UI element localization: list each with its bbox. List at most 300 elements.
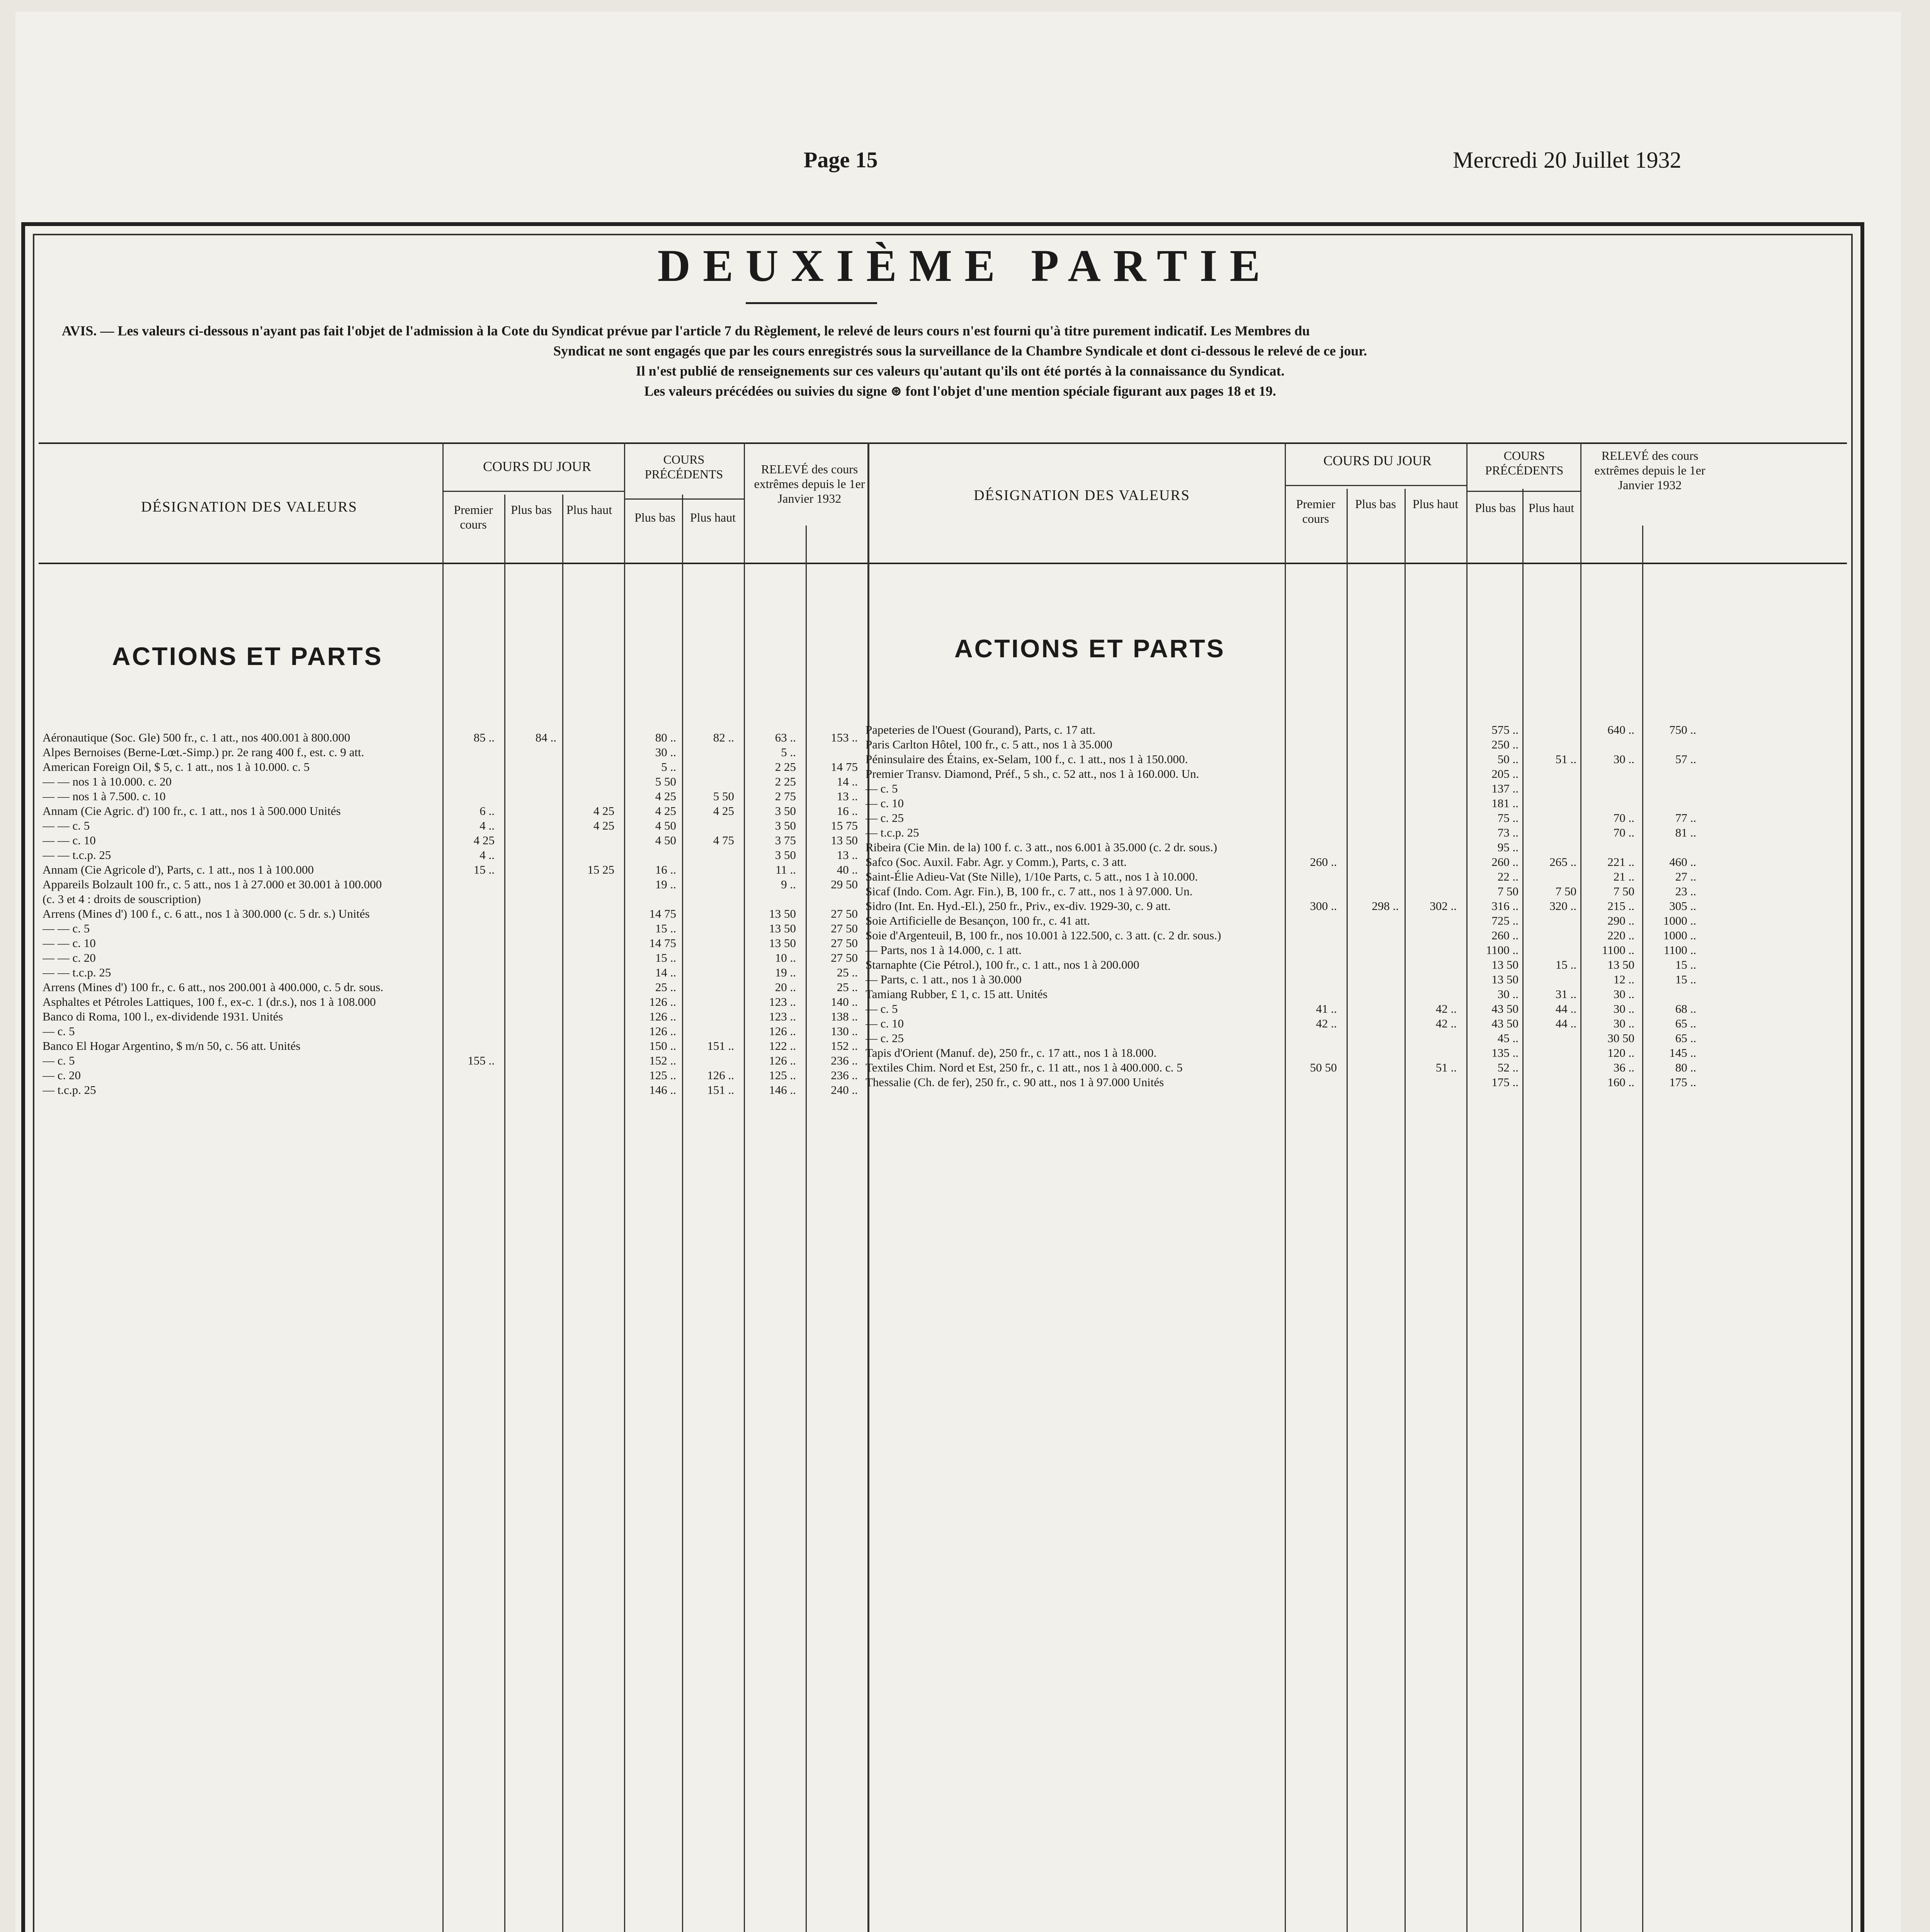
security-name: — c. 10 — [866, 796, 904, 810]
price-cell-rh: 16 .. — [837, 804, 858, 818]
security-name: Saint-Élie Adieu-Vat (Ste Nille), 1/10e Parts, c. 5 att., nos 1 à 10.000. — [866, 870, 1198, 883]
price-cell-h: 4 25 — [713, 804, 734, 818]
price-cell-rh: 152 .. — [831, 1039, 858, 1053]
table-row — [866, 1075, 1851, 1090]
price-cell-rh: 14 .. — [837, 775, 858, 788]
center-rule — [867, 442, 869, 1932]
price-cell-b: 1100 .. — [1486, 943, 1518, 957]
price-cell-rb: 11 .. — [775, 863, 796, 876]
price-cell-rb: 120 .. — [1607, 1046, 1634, 1060]
security-name: — Parts, nos 1 à 14.000, c. 1 att. — [866, 943, 1022, 957]
price-cell-rb: 2 75 — [775, 789, 796, 803]
price-cell-rh: 65 .. — [1675, 1017, 1696, 1030]
price-cell-b: 14 .. — [655, 966, 676, 979]
avis-line-2: Syndicat ne sont engagés que par les cours enregistrés sous la surveillance de la Chambre Syndicale et dont ci-dessous le relevé de ce jour. — [553, 343, 1367, 359]
table-row — [866, 723, 1851, 737]
col-rule — [682, 495, 683, 1932]
price-cell-h: 44 .. — [1555, 1017, 1576, 1030]
price-cell-rb: 290 .. — [1607, 914, 1634, 927]
price-cell-rh: 15 .. — [1675, 973, 1696, 986]
security-name: Banco di Roma, 100 l., ex-dividende 1931. Unités — [43, 1010, 283, 1023]
security-name: Safco (Soc. Auxil. Fabr. Agr. y Comm.), Parts, c. 3 att. — [866, 855, 1127, 869]
price-cell-rb: 220 .. — [1607, 929, 1634, 942]
price-cell-h: 265 .. — [1549, 855, 1576, 869]
table-row — [866, 913, 1851, 928]
security-name: — c. 5 — [43, 1054, 75, 1067]
security-name: Sicaf (Indo. Com. Agr. Fin.), B, 100 fr., c. 7 att., nos 1 à 97.000. Un. — [866, 884, 1193, 898]
price-cell-ph: 51 .. — [1435, 1061, 1457, 1074]
price-cell-rb: 5 .. — [781, 745, 796, 759]
price-cell-rh: 13 50 — [831, 833, 858, 847]
price-cell-b: 52 .. — [1497, 1061, 1518, 1074]
price-cell-rb: 3 75 — [775, 833, 796, 847]
price-cell-rh: 236 .. — [831, 1068, 858, 1082]
price-cell-ph: 42 .. — [1435, 1002, 1457, 1015]
table-row — [43, 804, 885, 818]
table-row — [43, 818, 885, 833]
security-name: Sidro (Int. En. Hyd.-El.), 250 fr., Priv., ex-div. 1929-30, c. 9 att. — [866, 899, 1171, 913]
price-cell-rh: 14 75 — [831, 760, 858, 774]
price-cell-rh: 13 .. — [837, 848, 858, 862]
table-row — [43, 760, 885, 774]
security-name: — Parts, c. 1 att., nos 1 à 30.000 — [866, 973, 1022, 986]
price-cell-b: 43 50 — [1491, 1002, 1518, 1015]
left-prec-bas-header: Plus bas — [634, 510, 675, 524]
table-row — [866, 1016, 1851, 1031]
col-rule — [442, 442, 444, 1932]
price-cell-pc: 260 .. — [1310, 855, 1337, 869]
table-row — [43, 1024, 885, 1039]
price-cell-rb: 30 50 — [1607, 1031, 1634, 1045]
security-name: Paris Carlton Hôtel, 100 fr., c. 5 att., nos 1 à 35.000 — [866, 738, 1112, 751]
security-name: Tamiang Rubber, £ 1, c. 15 att. Unités — [866, 987, 1047, 1001]
left-cours-precedents-header: COURS PRÉCÉDENTS — [644, 452, 723, 481]
price-cell-b: 205 .. — [1491, 767, 1518, 781]
price-cell-rb: 70 .. — [1613, 826, 1634, 839]
right-prec-haut-header: Plus haut — [1528, 501, 1575, 515]
price-cell-rh: 460 .. — [1669, 855, 1696, 869]
page-number: Page 15 — [804, 147, 878, 172]
price-cell-rb: 146 .. — [769, 1083, 796, 1097]
price-cell-rb: 126 .. — [769, 1054, 796, 1067]
security-name: Soie Artificielle de Besançon, 100 fr., c. 41 att. — [866, 914, 1090, 927]
right-section-title: ACTIONS ET PARTS — [954, 634, 1225, 663]
security-name: Premier Transv. Diamond, Préf., 5 sh., c. 52 att., nos 1 à 160.000. Un. — [866, 767, 1199, 781]
table-row — [43, 1039, 885, 1053]
price-cell-b: 30 .. — [655, 745, 676, 759]
price-cell-rb: 70 .. — [1613, 811, 1634, 825]
price-cell-rb: 640 .. — [1607, 723, 1634, 736]
security-name: Textiles Chim. Nord et Est, 250 fr., c. 11 att., nos 1 à 400.000. c. 5 — [866, 1061, 1183, 1074]
price-cell-rh: 23 .. — [1675, 884, 1696, 898]
page-date: Mercredi 20 Juillet 1932 — [1453, 147, 1682, 173]
right-plus-haut-header: Plus haut — [1412, 497, 1459, 511]
price-cell-b: 250 .. — [1491, 738, 1518, 751]
price-cell-rb: 21 .. — [1613, 870, 1634, 883]
price-cell-h: 44 .. — [1555, 1002, 1576, 1015]
security-name: — t.c.p. 25 — [866, 826, 919, 839]
table-row — [866, 1046, 1851, 1060]
price-cell-b: 4 50 — [655, 833, 676, 847]
price-cell-b: 126 .. — [649, 1010, 676, 1023]
price-cell-b: 25 .. — [655, 980, 676, 994]
security-name: — c. 25 — [866, 811, 904, 825]
price-cell-b: 16 .. — [655, 863, 676, 876]
left-section-title: ACTIONS ET PARTS — [112, 642, 383, 670]
price-cell-rh: 57 .. — [1675, 752, 1696, 766]
price-cell-pc: 42 .. — [1316, 1017, 1337, 1030]
table-row — [43, 980, 885, 995]
price-cell-rb: 2 25 — [775, 775, 796, 788]
table-row — [43, 877, 885, 892]
price-cell-b: 14 75 — [649, 936, 676, 950]
security-name: Aéronautique (Soc. Gle) 500 fr., c. 1 att., nos 400.001 à 800.000 — [43, 731, 350, 744]
price-cell-h: 126 .. — [707, 1068, 734, 1082]
left-releve-header: RELEVÉ des cours extrêmes depuis le 1er Janvier 1932 — [754, 462, 865, 505]
left-plus-bas-header: Plus bas — [511, 503, 552, 517]
price-cell-h: 31 .. — [1555, 987, 1576, 1001]
security-name: — c. 25 — [866, 1031, 904, 1045]
price-cell-b: 14 75 — [649, 907, 676, 920]
security-name: Soie d'Argenteuil, B, 100 fr., nos 10.001 à 122.500, c. 3 att. (c. 2 dr. sous.) — [866, 929, 1221, 942]
price-cell-b: 13 50 — [1491, 973, 1518, 986]
table-row — [43, 965, 885, 980]
col-rule — [624, 442, 625, 1932]
table-row — [866, 1060, 1851, 1075]
security-name: Annam (Cie Agricole d'), Parts, c. 1 att., nos 1 à 100.000 — [43, 863, 314, 876]
price-cell-b: 725 .. — [1491, 914, 1518, 927]
table-row — [43, 1083, 885, 1097]
price-cell-rb: 30 .. — [1613, 1017, 1634, 1030]
left-cours-du-jour-header: COURS DU JOUR — [483, 459, 592, 474]
price-cell-rh: 1000 .. — [1663, 914, 1696, 927]
table-row — [866, 811, 1851, 825]
security-name: — t.c.p. 25 — [43, 1083, 96, 1097]
price-cell-rh: 140 .. — [831, 995, 858, 1009]
price-cell-rh: 15 75 — [831, 819, 858, 832]
price-cell-rh: 153 .. — [831, 731, 858, 744]
avis-notice — [62, 321, 1859, 401]
price-cell-h: 151 .. — [707, 1083, 734, 1097]
table-row — [866, 928, 1851, 943]
price-cell-rb: 13 50 — [769, 936, 796, 950]
security-name: Arrens (Mines d') 100 fr., c. 6 att., nos 200.001 à 400.000, c. 5 dr. sous. — [43, 980, 384, 994]
subhead-rule — [1285, 485, 1466, 486]
right-cours-du-jour-header: COURS DU JOUR — [1323, 453, 1432, 468]
price-cell-pc: 4 25 — [473, 833, 495, 847]
security-name: Annam (Cie Agric. d') 100 fr., c. 1 att., nos 1 à 500.000 Unités — [43, 804, 341, 818]
price-cell-b: 125 .. — [649, 1068, 676, 1082]
price-cell-ph: 302 .. — [1430, 899, 1457, 913]
table-row — [866, 987, 1851, 1002]
table-row — [866, 767, 1851, 781]
price-cell-ph: 4 25 — [593, 819, 614, 832]
table-row — [43, 833, 885, 848]
col-rule — [1522, 489, 1524, 1932]
price-cell-rh: 25 .. — [837, 966, 858, 979]
right-prec-bas-header: Plus bas — [1475, 501, 1516, 515]
part-title: DEUXIÈME PARTIE — [657, 240, 1273, 291]
price-cell-pb: 298 .. — [1372, 899, 1399, 913]
security-name: Starnaphte (Cie Pétrol.), 100 fr., c. 1 att., nos 1 à 200.000 — [866, 958, 1139, 971]
price-cell-rb: 9 .. — [781, 878, 796, 891]
security-name: — — nos 1 à 10.000. c. 20 — [43, 775, 172, 788]
price-cell-ph: 42 .. — [1435, 1017, 1457, 1030]
price-cell-rb: 63 .. — [775, 731, 796, 744]
price-cell-rh: 305 .. — [1669, 899, 1696, 913]
price-cell-rb: 1100 .. — [1602, 943, 1634, 957]
price-cell-rb: 125 .. — [769, 1068, 796, 1082]
subhead-rule — [624, 498, 744, 500]
col-rule — [504, 495, 505, 1932]
table-row — [866, 752, 1851, 767]
security-name: — — c. 20 — [43, 951, 96, 964]
price-cell-b: 80 .. — [655, 731, 676, 744]
price-cell-rb: 3 50 — [775, 848, 796, 862]
price-cell-b: 7 50 — [1497, 884, 1518, 898]
security-name: Ribeira (Cie Min. de la) 100 f. c. 3 att., nos 6.001 à 35.000 (c. 2 dr. sous.) — [866, 840, 1218, 854]
table-row — [866, 957, 1851, 972]
price-cell-rh: 138 .. — [831, 1010, 858, 1023]
security-name: Asphaltes et Pétroles Lattiques, 100 f., ex-c. 1 (dr.s.), nos 1 à 108.000 — [43, 995, 376, 1009]
price-cell-b: 575 .. — [1491, 723, 1518, 736]
price-cell-rh: 29 50 — [831, 878, 858, 891]
table-row — [43, 1009, 885, 1024]
avis-line-4: Les valeurs précédées ou suivies du signe ⊛ font l'objet d'une mention spéciale figurant aux pages 18 et 19. — [644, 383, 1276, 399]
table-row — [43, 745, 885, 760]
price-cell-b: 4 25 — [655, 789, 676, 803]
table-row — [866, 796, 1851, 811]
avis-line-3: Il n'est publié de renseignements sur ces valeurs qu'autant qu'ils ont été portés à la connaissance du Syndicat. — [636, 363, 1285, 379]
price-cell-rb: 13 50 — [769, 922, 796, 935]
col-rule — [1347, 489, 1348, 1932]
price-cell-b: 126 .. — [649, 1024, 676, 1038]
security-name: — — c. 5 — [43, 819, 90, 832]
security-name: — c. 5 — [866, 1002, 898, 1015]
price-cell-rh: 240 .. — [831, 1083, 858, 1097]
price-cell-rh: 1100 .. — [1663, 943, 1696, 957]
price-cell-pc: 4 .. — [480, 819, 495, 832]
price-cell-b: 19 .. — [655, 878, 676, 891]
security-name: Arrens (Mines d') 100 f., c. 6 att., nos 1 à 300.000 (c. 5 dr. s.) Unités — [43, 907, 370, 920]
price-cell-b: 137 .. — [1491, 782, 1518, 795]
security-name: Thessalie (Ch. de fer), 250 fr., c. 90 att., nos 1 à 97.000 Unités — [866, 1075, 1164, 1089]
table-row — [43, 1068, 885, 1083]
price-cell-rb: 12 .. — [1613, 973, 1634, 986]
price-cell-rh: 27 50 — [831, 951, 858, 964]
price-cell-b: 260 .. — [1491, 855, 1518, 869]
right-cours-precedents-header: COURS PRÉCÉDENTS — [1485, 449, 1564, 477]
price-cell-rb: 30 .. — [1613, 752, 1634, 766]
security-name: — — t.c.p. 25 — [43, 848, 111, 862]
table-row — [866, 1002, 1851, 1016]
price-cell-rh: 40 .. — [837, 863, 858, 876]
table-row — [866, 943, 1851, 957]
price-cell-rb: 160 .. — [1607, 1075, 1634, 1089]
table-row — [866, 781, 1851, 796]
price-cell-pc: 85 .. — [473, 731, 495, 744]
price-cell-b: 135 .. — [1491, 1046, 1518, 1060]
price-cell-rb: 3 50 — [775, 804, 796, 818]
price-cell-rb: 13 50 — [1607, 958, 1634, 971]
price-cell-h: 15 .. — [1555, 958, 1576, 971]
table-row — [43, 921, 885, 936]
avis-line-1: AVIS. — Les valeurs ci-dessous n'ayant pas fait l'objet de l'admission à la Cote du Syndicat prévue par l'article 7 du Règlement, le relevé de leurs cours n'est fourni qu'à titre purement indicatif. Les Membres du — [62, 323, 1310, 338]
price-cell-b: 75 .. — [1497, 811, 1518, 825]
col-rule — [744, 442, 745, 1932]
price-cell-b: 5 50 — [655, 775, 676, 788]
table-row — [866, 869, 1851, 884]
price-cell-rb: 30 .. — [1613, 1002, 1634, 1015]
table-row — [866, 840, 1851, 855]
price-cell-rh: 65 .. — [1675, 1031, 1696, 1045]
price-cell-b: 5 .. — [661, 760, 676, 774]
price-cell-b: 150 .. — [649, 1039, 676, 1053]
price-cell-pb: 84 .. — [535, 731, 556, 744]
price-cell-rh: 25 .. — [837, 980, 858, 994]
price-cell-rh: 27 50 — [831, 907, 858, 920]
price-cell-b: 260 .. — [1491, 929, 1518, 942]
price-cell-pc: 15 .. — [473, 863, 495, 876]
security-name: Papeteries de l'Ouest (Gourand), Parts, c. 17 att. — [866, 723, 1096, 736]
left-plus-haut-header: Plus haut — [566, 503, 612, 517]
price-cell-rh: 175 .. — [1669, 1075, 1696, 1089]
security-name: (c. 3 et 4 : droits de souscription) — [43, 892, 201, 906]
price-cell-pc: 4 .. — [480, 848, 495, 862]
price-cell-pc: 300 .. — [1310, 899, 1337, 913]
table-row — [43, 789, 885, 804]
security-name: — c. 20 — [43, 1068, 81, 1082]
price-cell-rb: 13 50 — [769, 907, 796, 920]
table-row — [43, 906, 885, 921]
price-cell-b: 95 .. — [1497, 840, 1518, 854]
left-premier-cours-header: Premier cours — [454, 503, 493, 531]
col-rule — [1466, 442, 1467, 1932]
table-row — [866, 1031, 1851, 1046]
table-row — [43, 730, 885, 745]
price-cell-b: 50 .. — [1497, 752, 1518, 766]
price-cell-pc: 50 50 — [1310, 1061, 1337, 1074]
price-cell-rb: 36 .. — [1613, 1061, 1634, 1074]
title-rule — [746, 302, 877, 304]
table-row — [866, 972, 1851, 987]
price-cell-rh: 15 .. — [1675, 958, 1696, 971]
price-cell-b: 4 25 — [655, 804, 676, 818]
price-cell-b: 43 50 — [1491, 1017, 1518, 1030]
security-name: Banco El Hogar Argentino, $ m/n 50, c. 56 att. Unités — [43, 1039, 301, 1053]
security-name: Tapis d'Orient (Manuf. de), 250 fr., c. 17 att., nos 1 à 18.000. — [866, 1046, 1157, 1060]
subhead-rule — [442, 491, 624, 492]
security-name: American Foreign Oil, $ 5, c. 1 att., nos 1 à 10.000. c. 5 — [43, 760, 310, 774]
table-row — [43, 951, 885, 965]
right-rows — [866, 723, 1851, 1090]
security-name: — c. 10 — [866, 1017, 904, 1030]
price-cell-b: 146 .. — [649, 1083, 676, 1097]
price-cell-rh: 80 .. — [1675, 1061, 1696, 1074]
col-rule — [562, 495, 563, 1932]
price-cell-rb: 20 .. — [775, 980, 796, 994]
security-name: — — nos 1 à 7.500. c. 10 — [43, 789, 166, 803]
col-rule — [1405, 489, 1406, 1932]
price-cell-h: 320 .. — [1549, 899, 1576, 913]
price-cell-b: 4 50 — [655, 819, 676, 832]
security-name: — c. 5 — [866, 782, 898, 795]
price-cell-rh: 77 .. — [1675, 811, 1696, 825]
price-cell-b: 22 .. — [1497, 870, 1518, 883]
left-designation-header: DÉSIGNATION DES VALEURS — [141, 499, 357, 515]
price-cell-b: 15 .. — [655, 951, 676, 964]
security-name: — c. 5 — [43, 1024, 75, 1038]
price-cell-b: 316 .. — [1491, 899, 1518, 913]
table-row — [866, 737, 1851, 752]
table-row — [866, 855, 1851, 869]
price-cell-ph: 4 25 — [593, 804, 614, 818]
table-row — [866, 825, 1851, 840]
price-cell-rh: 1000 .. — [1663, 929, 1696, 942]
price-cell-pc: 6 .. — [480, 804, 495, 818]
price-cell-h: 51 .. — [1555, 752, 1576, 766]
price-cell-rh: 750 .. — [1669, 723, 1696, 736]
price-cell-h: 7 50 — [1555, 884, 1576, 898]
subhead-rule — [1466, 491, 1580, 492]
price-cell-rh: 27 .. — [1675, 870, 1696, 883]
price-cell-b: 152 .. — [649, 1054, 676, 1067]
price-cell-b: 15 .. — [655, 922, 676, 935]
table-row — [43, 1053, 885, 1068]
price-cell-b: 175 .. — [1491, 1075, 1518, 1089]
price-cell-pc: 41 .. — [1316, 1002, 1337, 1015]
price-cell-rh: 236 .. — [831, 1054, 858, 1067]
price-cell-b: 126 .. — [649, 995, 676, 1009]
price-cell-rh: 68 .. — [1675, 1002, 1696, 1015]
price-cell-rh: 27 50 — [831, 936, 858, 950]
security-name: Appareils Bolzault 100 fr., c. 5 att., nos 1 à 27.000 et 30.001 à 100.000 — [43, 878, 382, 891]
price-cell-rh: 81 .. — [1675, 826, 1696, 839]
price-cell-rb: 19 .. — [775, 966, 796, 979]
price-cell-rb: 123 .. — [769, 995, 796, 1009]
price-cell-b: 181 .. — [1491, 796, 1518, 810]
table-row — [43, 774, 885, 789]
price-cell-rb: 7 50 — [1613, 884, 1634, 898]
price-cell-h: 82 .. — [713, 731, 734, 744]
price-cell-h: 4 75 — [713, 833, 734, 847]
price-cell-rb: 126 .. — [769, 1024, 796, 1038]
price-cell-h: 151 .. — [707, 1039, 734, 1053]
price-cell-rb: 123 .. — [769, 1010, 796, 1023]
right-releve-header: RELEVÉ des cours extrêmes depuis le 1er Janvier 1932 — [1594, 449, 1706, 492]
table-row — [43, 995, 885, 1009]
table-row — [43, 848, 885, 862]
price-cell-rh: 130 .. — [831, 1024, 858, 1038]
table-row — [43, 862, 885, 877]
price-cell-rb: 30 .. — [1613, 987, 1634, 1001]
col-rule — [1285, 442, 1286, 1932]
right-premier-cours-header: Premier cours — [1296, 497, 1335, 526]
table-row — [43, 936, 885, 951]
price-cell-rh: 13 .. — [837, 789, 858, 803]
price-cell-rb: 2 25 — [775, 760, 796, 774]
right-designation-header: DÉSIGNATION DES VALEURS — [974, 487, 1190, 503]
price-cell-rb: 221 .. — [1607, 855, 1634, 869]
price-cell-b: 30 .. — [1497, 987, 1518, 1001]
price-cell-h: 5 50 — [713, 789, 734, 803]
security-name: Alpes Bernoises (Berne-Lœt.-Simp.) pr. 2e rang 400 f., est. c. 9 att. — [43, 745, 364, 759]
security-name: — — c. 10 — [43, 936, 96, 950]
price-cell-rb: 3 50 — [775, 819, 796, 832]
price-cell-ph: 15 25 — [587, 863, 614, 876]
price-cell-b: 13 50 — [1491, 958, 1518, 971]
table-row — [43, 892, 885, 906]
